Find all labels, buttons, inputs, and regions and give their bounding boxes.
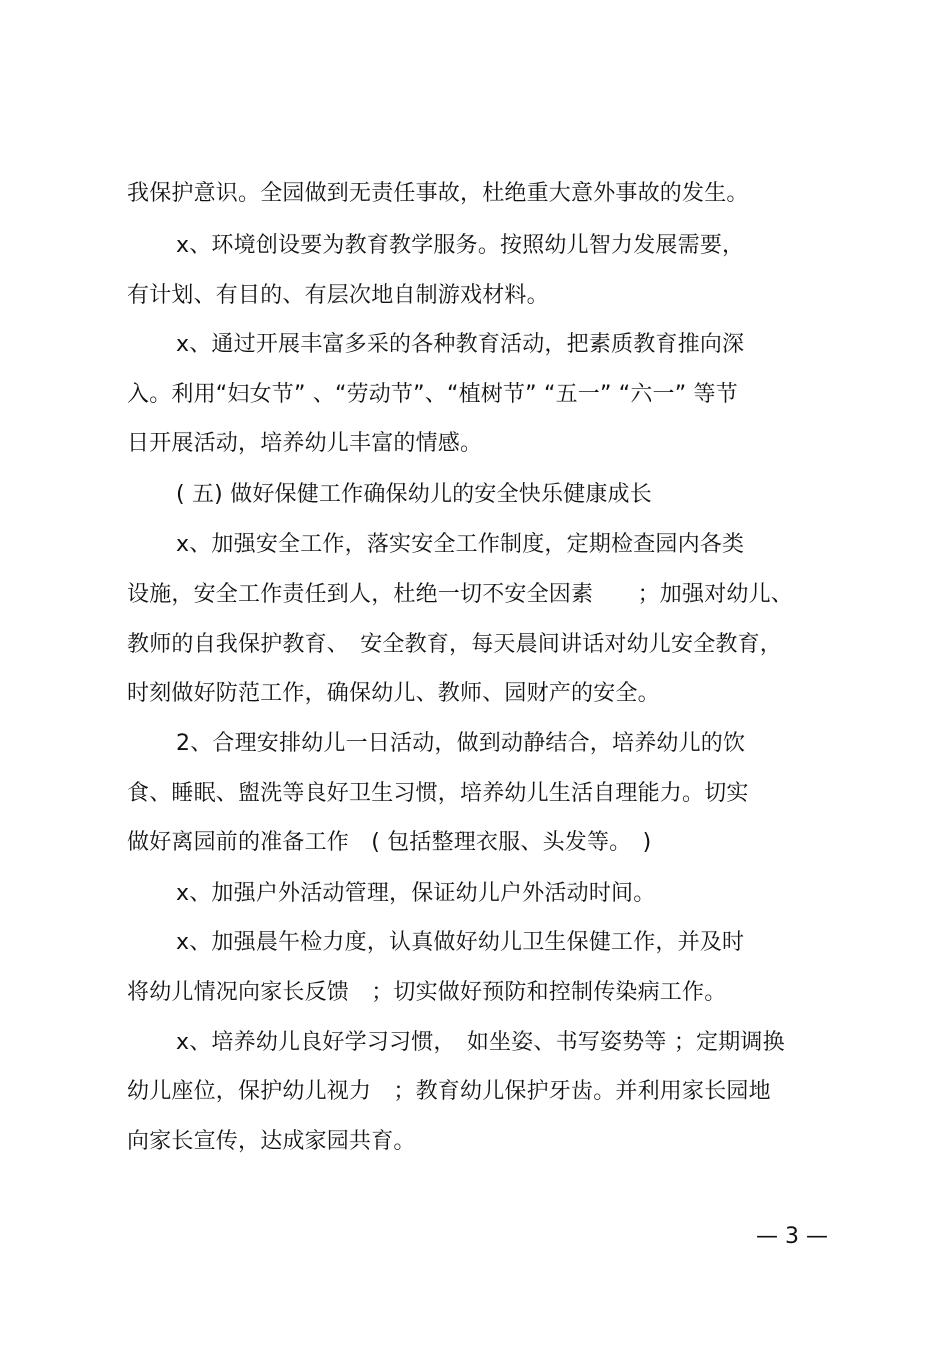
paragraph-line: 做好离园前的准备工作 ( 包括整理衣服、头发等。 )	[127, 830, 652, 855]
paragraph-line: x、培养幼儿良好学习习惯， 如坐姿、书写姿势等 ；定期调换	[176, 1030, 785, 1055]
paragraph-line: 将幼儿情况向家长反馈 ；切实做好预防和控制传染病工作。	[127, 980, 727, 1005]
paragraph-line: x、加强户外活动管理，保证幼儿户外活动时间。	[176, 881, 656, 906]
paragraph-line: 我保护意识。全园做到无责任事故，杜绝重大意外事故的发生。	[127, 181, 749, 206]
paragraph-line: 入。利用“妇女节” 、“劳动节”、“植树节” “五一” “六一” 等节	[127, 382, 738, 407]
page-number: — 3 —	[756, 1224, 828, 1249]
paragraph-line: 2、合理安排幼儿一日活动，做到动静结合，培养幼儿的饮	[176, 731, 746, 756]
paragraph-line: 设施，安全工作责任到人，杜绝一切不安全因素 ；加强对幼儿、	[127, 582, 794, 607]
paragraph-line: 食、睡眠、盥洗等良好卫生习惯，培养幼儿生活自理能力。切实	[127, 781, 749, 806]
paragraph-line: 幼儿座位，保护幼儿视力 ；教育幼儿保护牙齿。并利用家长园地	[127, 1079, 771, 1104]
paragraph-line: 教师的自我保护教育、 安全教育，每天晨间讲话对幼儿安全教育，	[127, 632, 783, 657]
paragraph-line: 有计划、有目的、有层次地自制游戏材料。	[127, 283, 549, 308]
paragraph-line: 向家长宣传，达成家园共育。	[127, 1129, 416, 1154]
paragraph-line: x、环境创设要为教育教学服务。按照幼儿智力发展需要，	[176, 233, 745, 258]
paragraph-line: x、通过开展丰富多采的各种教育活动，把素质教育推向深	[176, 332, 745, 357]
paragraph-line: x、加强安全工作，落实安全工作制度，定期检查园内各类	[176, 532, 745, 557]
paragraph-line: 时刻做好防范工作，确保幼儿、教师、园财产的安全。	[127, 681, 660, 706]
paragraph-line: 日开展活动，培养幼儿丰富的情感。	[127, 431, 483, 456]
paragraph-line: x、加强晨午检力度，认真做好幼儿卫生保健工作，并及时	[176, 930, 745, 955]
section-heading: ( 五) 做好保健工作确保幼儿的安全快乐健康成长	[176, 482, 652, 507]
